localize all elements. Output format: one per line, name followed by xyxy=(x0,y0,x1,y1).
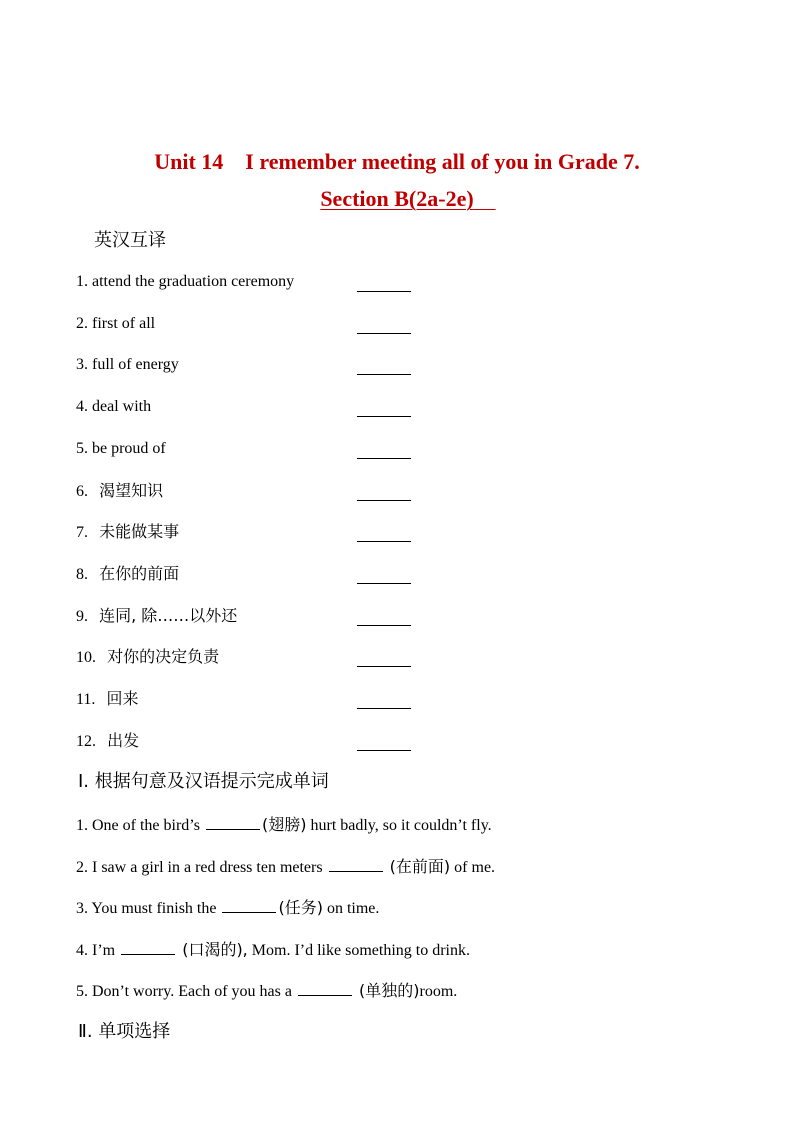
translate-item xyxy=(76,606,237,627)
answer-blank[interactable] xyxy=(357,416,411,417)
translate-item xyxy=(76,355,179,375)
answer-blank[interactable] xyxy=(357,500,411,501)
fill-item xyxy=(76,940,470,961)
item-number: 2. xyxy=(76,314,88,332)
translate-item xyxy=(76,522,179,543)
fill-text-pre: 2. I saw a girl in a red dress ten meters xyxy=(76,858,323,876)
answer-blank[interactable] xyxy=(357,291,411,292)
translate-item xyxy=(76,439,166,459)
item-text: 回来 xyxy=(101,689,139,708)
fill-text-pre: 4. I’m xyxy=(76,941,116,959)
answer-blank[interactable] xyxy=(357,374,411,375)
fill-text-pre: 1. One of the bird’s xyxy=(76,817,200,834)
answer-blank[interactable] xyxy=(357,708,411,709)
fill-item xyxy=(76,815,492,836)
section-heading-translate: 英汉互译 xyxy=(94,230,166,251)
item-text: first of all xyxy=(88,314,156,332)
chinese-hint: (翅膀) xyxy=(261,815,307,834)
item-number: 11. xyxy=(76,691,96,708)
item-text: be proud of xyxy=(88,439,166,457)
item-number: 7. xyxy=(76,524,88,542)
page-title: Unit 14 I remember meeting all of you in Grade 7. xyxy=(154,149,640,174)
answer-blank[interactable] xyxy=(357,750,411,751)
fill-text-pre: 3. You must finish the xyxy=(76,900,217,917)
item-text: 渴望知识 xyxy=(94,480,164,500)
fill-item xyxy=(76,981,457,1002)
chinese-hint: (在前面) xyxy=(384,856,451,876)
chinese-hint: (口渴的), xyxy=(177,939,248,959)
item-number: 4. xyxy=(76,398,88,416)
translate-item xyxy=(76,647,219,668)
page-subtitle xyxy=(0,186,794,212)
chinese-hint: (任务) xyxy=(278,898,323,917)
fill-item xyxy=(76,857,495,878)
item-text: 连同, 除……以外还 xyxy=(94,605,238,625)
answer-blank[interactable] xyxy=(357,625,411,626)
item-number: 10. xyxy=(76,649,96,667)
item-text: 在你的前面 xyxy=(94,563,180,583)
answer-blank[interactable] xyxy=(206,815,260,830)
item-number: 8. xyxy=(76,565,88,583)
translate-item xyxy=(76,564,179,585)
item-number: 12. xyxy=(76,732,96,750)
translate-item xyxy=(76,397,151,417)
answer-blank[interactable] xyxy=(357,666,411,667)
answer-blank[interactable] xyxy=(222,898,276,913)
answer-blank[interactable] xyxy=(357,333,411,334)
fill-text-post: of me. xyxy=(450,858,496,876)
item-number: 3. xyxy=(76,356,88,374)
item-text: 对你的决定负责 xyxy=(102,647,220,667)
translate-item xyxy=(76,731,139,752)
chinese-hint: (单独的) xyxy=(353,981,420,1000)
item-text: deal with xyxy=(88,398,152,416)
fill-text-pre: 5. Don’t worry. Each of you has a xyxy=(76,983,292,1000)
item-number: 5. xyxy=(76,439,88,457)
answer-blank[interactable] xyxy=(298,981,352,996)
translate-item xyxy=(76,689,139,710)
fill-text-post: Mom. I’d like something to drink. xyxy=(247,941,470,959)
answer-blank[interactable] xyxy=(121,940,175,955)
item-number: 1. xyxy=(76,273,88,290)
item-text: 未能做某事 xyxy=(94,522,180,542)
answer-blank[interactable] xyxy=(357,583,411,584)
answer-blank[interactable] xyxy=(329,857,383,872)
fill-text-post: on time. xyxy=(322,900,380,917)
section-heading-1: Ⅰ. 根据句意及汉语提示完成单词 xyxy=(78,771,329,792)
answer-blank[interactable] xyxy=(357,541,411,542)
answer-blank[interactable] xyxy=(357,458,411,459)
translate-item xyxy=(76,314,155,334)
item-number: 6. xyxy=(76,482,88,500)
item-text: 出发 xyxy=(102,730,140,750)
item-number: 9. xyxy=(76,607,88,625)
item-text: full of energy xyxy=(88,356,179,374)
translate-item xyxy=(76,481,163,502)
fill-text-post: hurt badly, so it couldn’t fly. xyxy=(306,817,492,834)
subtitle-text: Section B(2a-2e) xyxy=(320,186,474,211)
translate-item xyxy=(76,272,294,292)
fill-item xyxy=(76,898,379,919)
section-heading-2: Ⅱ. 单项选择 xyxy=(78,1021,171,1042)
fill-text-post: room. xyxy=(419,983,458,1000)
item-text: attend the graduation ceremony xyxy=(88,273,295,290)
